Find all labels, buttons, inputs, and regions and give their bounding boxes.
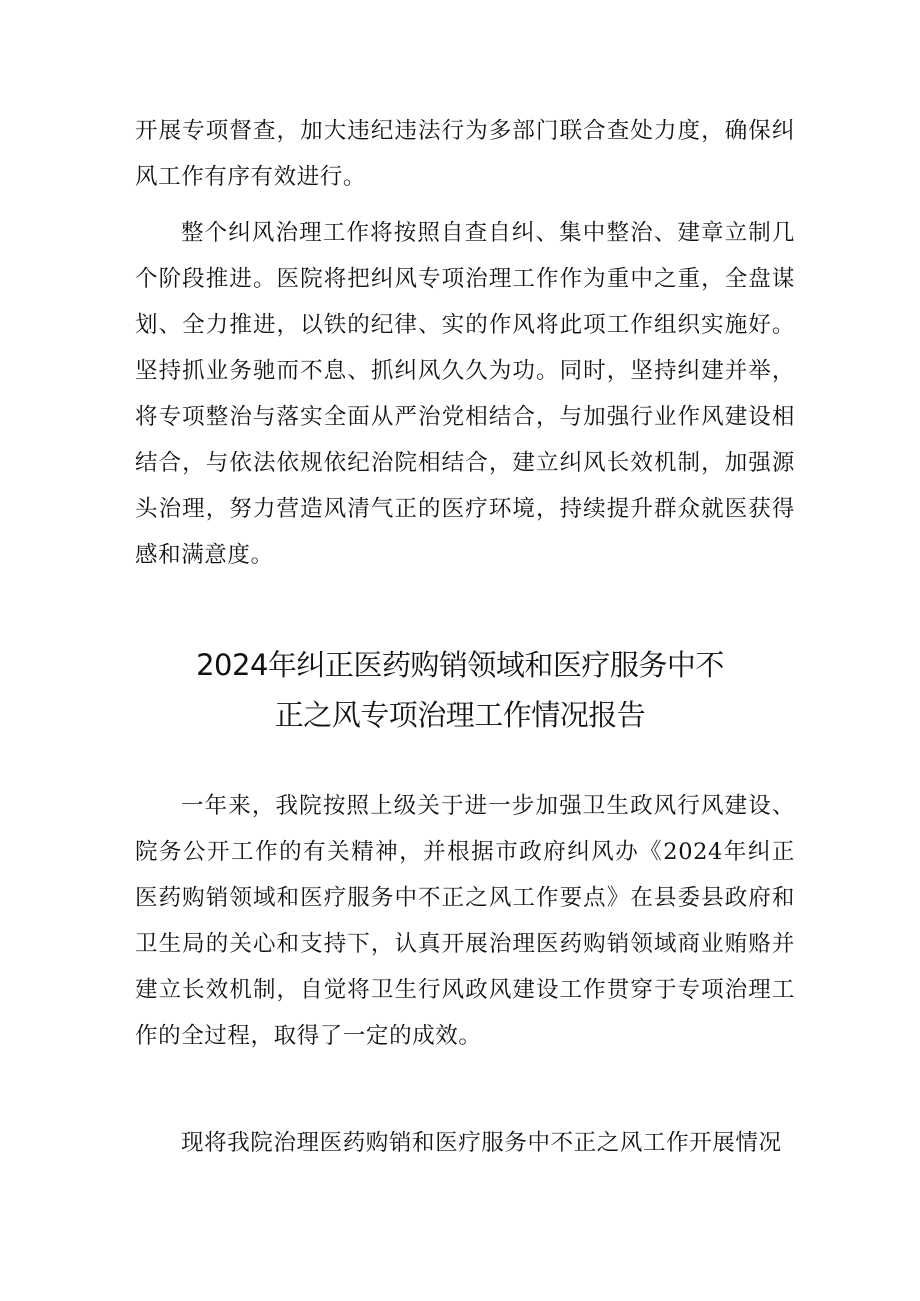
report-title-line-2: 正之风专项治理工作情况报告 <box>274 698 646 732</box>
paragraph-report-intro: 现将我院治理医药购销和医疗服务中不正之风工作开展情况 <box>181 1130 782 1156</box>
paragraph-annual-summary: 一年来，我院按照上级关于进一步加强卫生政风行风建设、院务公开工作的有关精神，并根据市政府纠风办《2024年纠正医药购销领域和医疗服务中不正之风工作要点》在县委县政府和卫生局的关心和支持下，认真开展治理医药购销领域商业贿赂并建立长效机制，自觉将卫生行风政风建设工作贯穿于专项治理工作的全过程，取得了一定的成效。 <box>135 793 795 1049</box>
report-title <box>110 640 810 740</box>
paragraph-governance-plan: 整个纠风治理工作将按照自查自纠、集中整治、建章立制几个阶段推进。医院将把纠风专项治理工作作为重中之重，全盘谋划、全力推进，以铁的纪律、实的作风将此项工作组织实施好。坚持抓业务驰而不息、抓纠风久久为功。同时，坚持纠建并举，将专项整治与落实全面从严治党相结合，与加强行业作风建设相结合，与依法依规依纪治院相结合，建立纠风长效机制，加强源头治理，努力营造风清气正的医疗环境，持续提升群众就医获得感和满意度。 <box>135 220 795 568</box>
paragraph-continuation: 开展专项督查，加大违纪违法行为多部门联合查处力度，确保纠风工作有序有效进行。 <box>135 118 795 190</box>
report-title-line-1: 2024年纠正医药购销领域和医疗服务中不 <box>196 648 724 682</box>
